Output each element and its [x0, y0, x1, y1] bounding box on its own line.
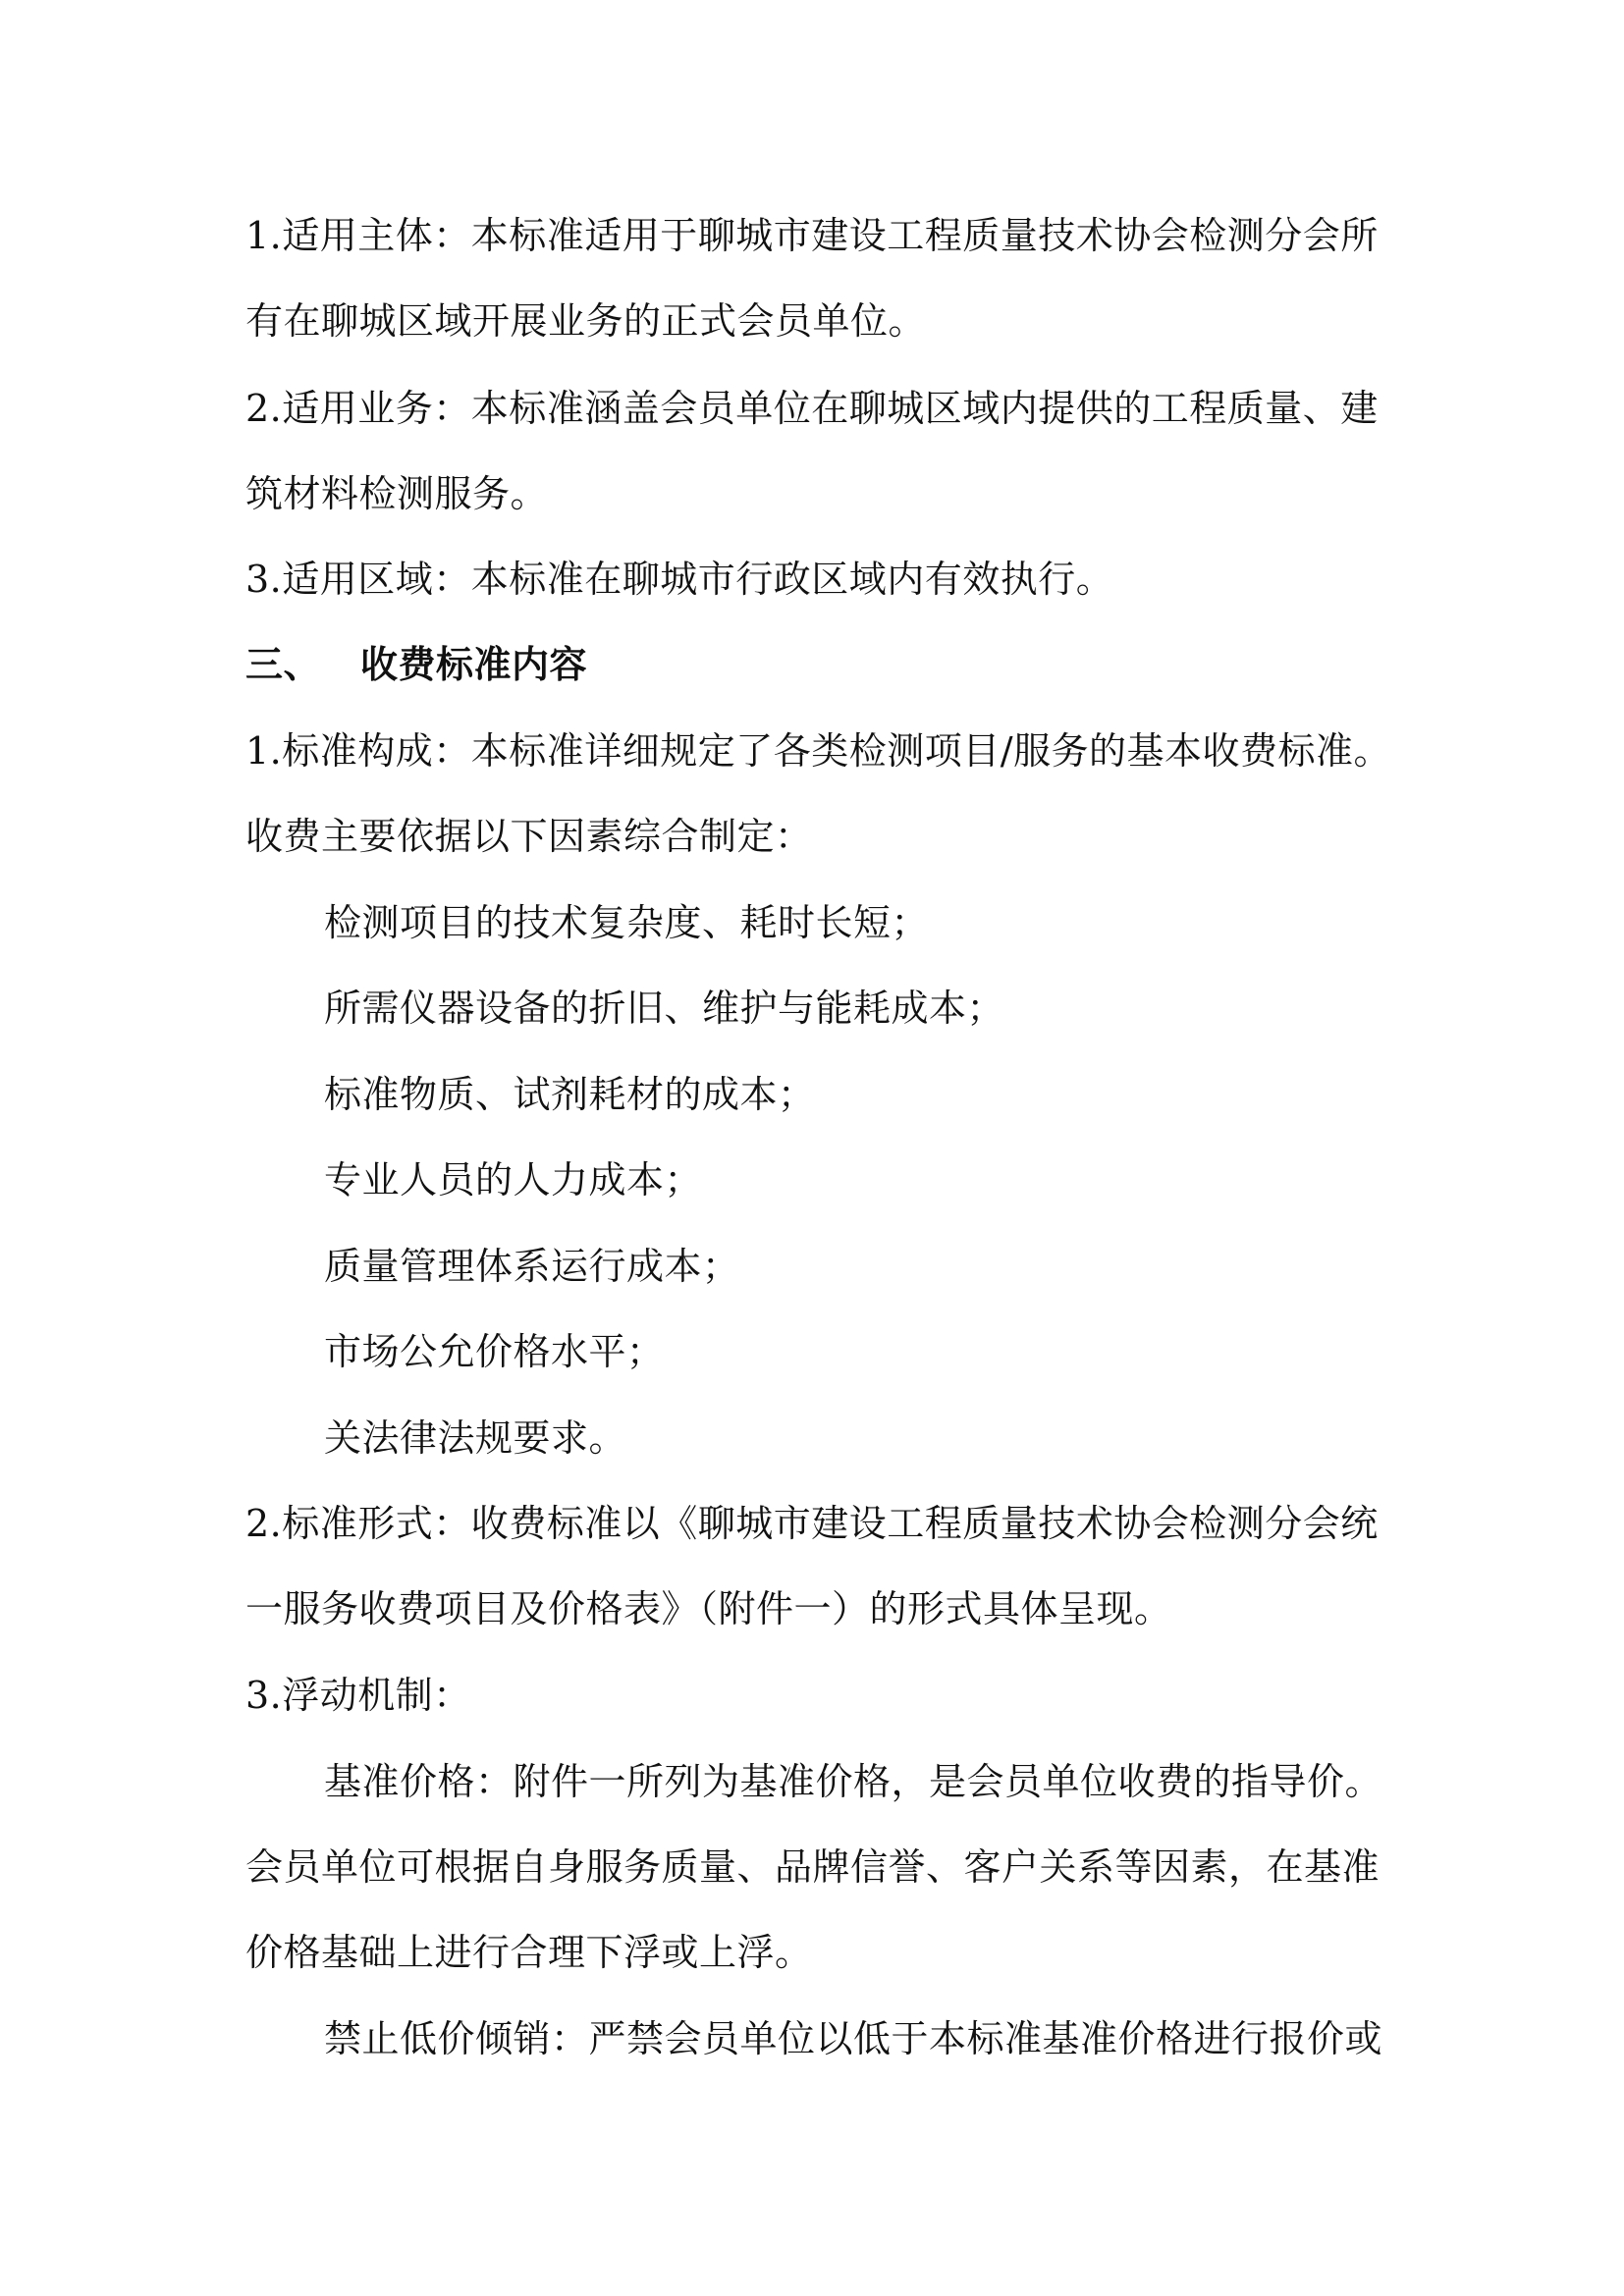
factor-item: 检测项目的技术复杂度、耗时长短； — [324, 901, 930, 944]
paragraph-line: 有在聊城区域开展业务的正式会员单位。 — [245, 299, 927, 343]
factor-item: 质量管理体系运行成本； — [324, 1245, 740, 1288]
paragraph-line: 会员单位可根据自身服务质量、品牌信誉、客户关系等因素，在基准 — [245, 1845, 1380, 1889]
paragraph-line: 价格基础上进行合理下浮或上浮。 — [245, 1931, 813, 1974]
paragraph-line: 2.适用业务：本标准涵盖会员单位在聊城区域内提供的工程质量、建 — [245, 387, 1379, 430]
paragraph-line: 1.标准构成：本标准详细规定了各类检测项目/服务的基本收费标准。 — [245, 729, 1392, 773]
section-heading-text: 收费标准内容 — [360, 643, 588, 686]
section-heading-number: 三、 — [245, 643, 322, 686]
paragraph-line: 3.适用区域：本标准在聊城市行政区域内有效执行。 — [245, 558, 1114, 601]
paragraph-line: 收费主要依据以下因素综合制定： — [245, 815, 813, 858]
paragraph-line: 一服务收费项目及价格表》（附件一）的形式具体呈现。 — [245, 1587, 1172, 1630]
paragraph-line: 禁止低价倾销：严禁会员单位以低于本标准基准价格进行报价或 — [324, 2017, 1383, 2060]
factor-item: 市场公允价格水平； — [324, 1330, 665, 1373]
paragraph-line: 筑材料检测服务。 — [245, 472, 549, 515]
section-heading — [245, 640, 1394, 689]
paragraph-line: 1.适用主体：本标准适用于聊城市建设工程质量技术协会检测分会所 — [245, 214, 1379, 257]
factor-item: 专业人员的人力成本； — [324, 1158, 703, 1201]
factor-item: 标准物质、试剂耗材的成本； — [324, 1073, 816, 1116]
paragraph-line: 3.浮动机制： — [245, 1674, 471, 1717]
paragraph-line: 基准价格：附件一所列为基准价格，是会员单位收费的指导价。 — [324, 1760, 1383, 1803]
paragraph-line: 2.标准形式：收费标准以《聊城市建设工程质量技术协会检测分会统 — [245, 1502, 1379, 1545]
factor-item: 关法律法规要求。 — [324, 1416, 627, 1460]
factor-item: 所需仪器设备的折旧、维护与能耗成本； — [324, 987, 1005, 1030]
